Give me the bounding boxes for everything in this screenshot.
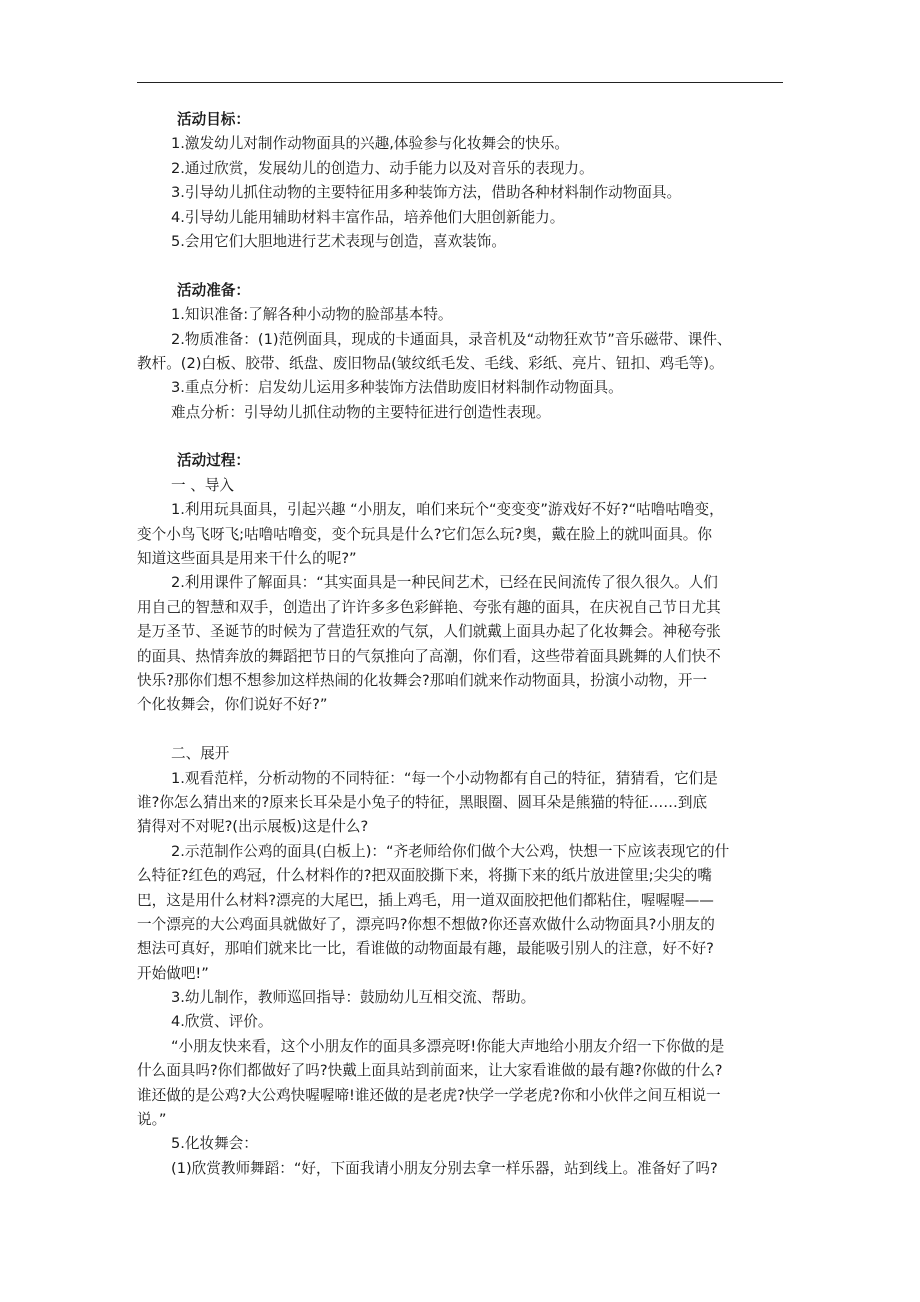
prep-line: 难点分析：引导幼儿抓住动物的主要特征进行创造性表现。 [171, 403, 551, 421]
process-line: (1)欣赏教师舞蹈：“好，下面我请小朋友分别去拿一样乐器，站到线上。准备好了吗? [171, 1159, 718, 1177]
goal-item-2: 2.通过欣赏，发展幼儿的创造力、动手能力以及对音乐的表现力。 [171, 159, 594, 177]
process-line: 谁?你怎么猜出来的?原来长耳朵是小兔子的特征，黑眼圈、圆耳朵是熊猫的特征……到底 [137, 793, 708, 811]
process-line: 什么面具吗?你们都做好了吗?快戴上面具站到前面来，让大家看谁做的最有趣?你做的什么? [137, 1062, 723, 1080]
process-line: 2.利用课件了解面具：“其实面具是一种民间艺术，已经在民间流传了很久很久。人们 [171, 574, 718, 592]
process-line: 变个小鸟飞呀飞;咕噜咕噜变，变个玩具是什么?它们怎么玩?奥，戴在脸上的就叫面具。你 [137, 525, 712, 543]
process-line: 4.欣赏、评价。 [171, 1013, 273, 1031]
process-line: 个化妆舞会，你们说好不好?” [137, 696, 328, 714]
prep-line: 3.重点分析：启发幼儿运用多种装饰方法借助废旧材料制作动物面具。 [171, 379, 623, 397]
goal-item-5: 5.会用它们大胆地进行艺术表现与创造，喜欢装饰。 [171, 232, 506, 250]
prep-line: 2.物质准备：(1)范例面具，现成的卡通面具，录音机及“动物狂欢节”音乐磁带、课件、 [171, 330, 732, 348]
process-line: 的面具、热情奔放的舞蹈把节日的气氛推向了高潮，你们看，这些带着面具跳舞的人们快不 [137, 647, 721, 665]
process-line: 3.幼儿制作，教师巡回指导：鼓励幼儿互相交流、帮助。 [171, 989, 536, 1007]
goal-item-4: 4.引导幼儿能用辅助材料丰富作品，培养他们大胆创新能力。 [171, 208, 565, 226]
process-line: 2.示范制作公鸡的面具(白板上)：“齐老师给你们做个大公鸡，快想一下应该表现它的什 [171, 842, 730, 860]
process-line: 一 、导入 [171, 476, 235, 494]
process-line: 5.化妆舞会： [171, 1135, 258, 1153]
process-line: 用自己的智慧和双手，创造出了许许多多色彩鲜艳、夸张有趣的面具，在庆祝自己节日尤其 [137, 598, 721, 616]
section-gap [137, 718, 787, 742]
section-heading-process: 活动过程： [177, 452, 250, 470]
process-line: 1.观看范样，分析动物的不同特征：“每一个小动物都有自己的特征，猜猜看，它们是 [171, 769, 718, 787]
process-line: 谁还做的是公鸡?大公鸡快喔喔啼!谁还做的是老虎?快学一学老虎?你和小伙伴之间互相说一 [137, 1086, 721, 1104]
process-line: 1.利用玩具面具，引起兴趣 “小朋友，咱们来玩个“变变变”游戏好不好?“咕噜咕噜变， [171, 501, 724, 519]
process-line: 开始做吧!” [137, 964, 209, 982]
process-line: 想法可真好，那咱们就来比一比，看谁做的动物面最有趣，最能吸引别人的注意，好不好? [137, 940, 714, 958]
process-line: “小朋友快来看，这个小朋友作的面具多漂亮呀!你能大声地给小朋友介绍一下你做的是 [171, 1037, 725, 1055]
document-body [137, 108, 787, 1181]
section-gap [137, 254, 787, 278]
process-line: 猜得对不对呢?(出示展板)这是什么? [137, 818, 369, 836]
process-line: 快乐?那你们想不想参加这样热闹的化妆舞会?那咱们就来作动物面具，扮演小动物，开一 [137, 671, 708, 689]
section-gap [137, 425, 787, 449]
process-line: 二、展开 [171, 745, 230, 763]
goal-item-3: 3.引导幼儿抓住动物的主要特征用多种装饰方法，借助各种材料制作动物面具。 [171, 184, 682, 202]
process-line: 一个漂亮的大公鸡面具就做好了，漂亮吗?你想不想做?你还喜欢做什么动物面具?小朋友的 [137, 915, 715, 933]
section-heading-goals: 活动目标： [177, 111, 250, 128]
process-line: 是万圣节、圣诞节的时候为了营造狂欢的气氛，人们就戴上面具办起了化妆舞会。神秘夸张 [137, 623, 721, 641]
goal-item-1: 1.激发幼儿对制作动物面具的兴趣,体验参与化妆舞会的快乐。 [171, 135, 570, 153]
process-line: 知道这些面具是用来干什么的呢?” [137, 550, 357, 568]
prep-line: 1.知识准备:了解各种小动物的脸部基本特。 [171, 306, 453, 324]
prep-line: 教杆。(2)白板、胶带、纸盘、废旧物品(皱纹纸毛发、毛线、彩纸、亮片、钮扣、鸡毛等)。 [137, 354, 724, 372]
header-rule [137, 82, 783, 83]
process-line: 说。” [137, 1111, 167, 1129]
section-heading-preparation: 活动准备： [177, 281, 250, 299]
process-line: 巴，这是用什么材料?漂亮的大尾巴，插上鸡毛，用一道双面胶把他们都粘住，喔喔喔—— [137, 891, 714, 909]
process-line: 么特征?红色的鸡冠，什么材料作的?把双面胶撕下来，将撕下来的纸片放进筐里;尖尖的嘴 [137, 867, 712, 885]
